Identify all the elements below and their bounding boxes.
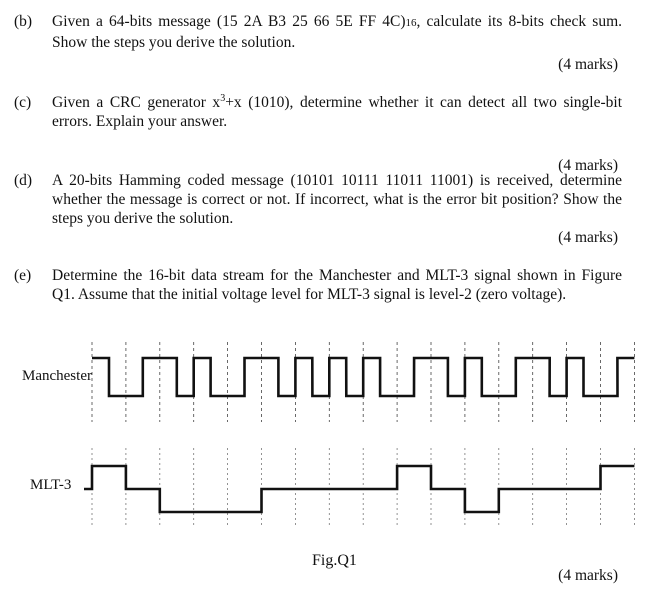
manchester-label: Manchester — [22, 368, 92, 384]
question-c-text: Given a CRC generator $x^3+x$ (1010), determine whether it can detect all two single-bit errors. Explain your answer. — [52, 92, 622, 130]
question-e-text: Determine the 16-bit data stream for the Manchester and MLT-3 signal shown in Figure Q1. Assume that the initial voltage level for MLT-3 signal is level-2 (zero voltage). — [52, 267, 622, 303]
question-b-marks: (4 marks) — [558, 56, 618, 73]
question-c-marks: (4 marks) — [558, 157, 618, 174]
question-b-label: (b) — [14, 13, 33, 30]
question-d-text: A 20-bits Hamming coded message (10101 10111 11011 11001) is received, determine whether the message is correct or not. If incorrect, what is the error bit position? Show the steps you derive the solution. — [52, 172, 622, 227]
question-e-label: (e) — [14, 267, 32, 284]
question-e-marks: (4 marks) — [558, 567, 618, 584]
hex-subscript: 16 — [405, 17, 417, 29]
question-d-label: (d) — [14, 172, 33, 189]
question-d-marks: (4 marks) — [558, 229, 618, 246]
waveform-diagram — [0, 330, 665, 530]
manchester-waveform — [92, 358, 634, 396]
figure-caption: Fig.Q1 — [312, 552, 357, 569]
mlt3-label: MLT-3 — [30, 477, 72, 493]
signal-figure — [0, 330, 665, 530]
question-b-text: Given a 64-bits message (15 2A B3 25 66 5E FF 4C)16, calculate its 8-bits check sum. Show the steps you derive the solution. — [52, 13, 623, 51]
mlt3-waveform — [84, 466, 634, 512]
exponent-superscript: 3 — [220, 92, 226, 104]
question-c-label: (c) — [14, 94, 32, 111]
